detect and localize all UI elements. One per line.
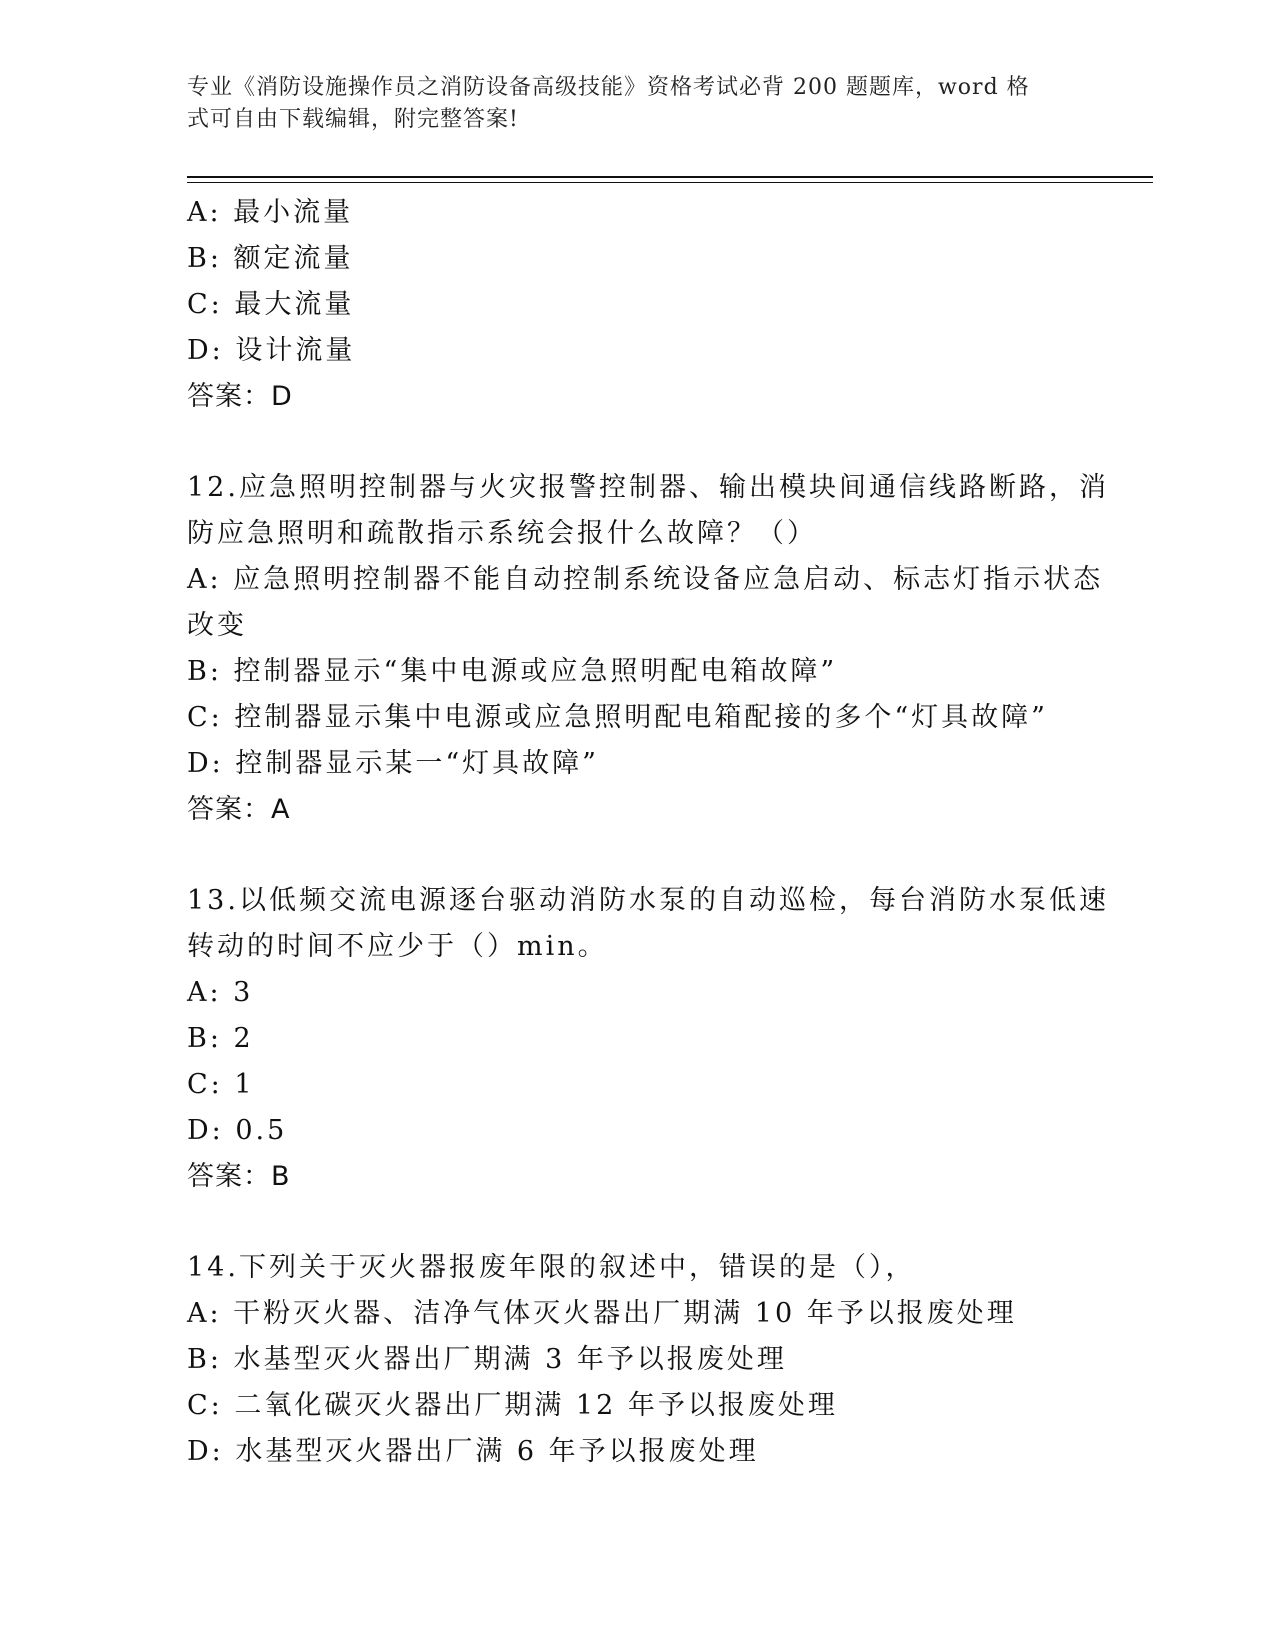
question-gap xyxy=(187,420,1087,465)
q12-stem-line-2: 防应急照明和疏散指示系统会报什么故障？（） xyxy=(187,518,817,549)
q13-answer: 答案：B xyxy=(187,1161,291,1192)
question-13 xyxy=(187,878,1109,1200)
q12-option-b: B: 控制器显示“集中电源或应急照明配电箱故障” xyxy=(187,656,838,687)
header-line-2: 式可自由下载编辑，附完整答案! xyxy=(187,107,519,132)
q12-option-d: D: 控制器显示某一“灯具故障” xyxy=(187,748,599,779)
q11-answer: 答案：D xyxy=(187,381,293,412)
q12-option-c: C: 控制器显示集中电源或应急照明配电箱配接的多个“灯具故障” xyxy=(187,702,1048,733)
q13-option-d: D: 0.5 xyxy=(187,1115,288,1146)
question-11 xyxy=(187,190,1087,420)
q13-option-c: C: 1 xyxy=(187,1069,255,1100)
header-line-1: 专业《消防设施操作员之消防设备高级技能》资格考试必背 200 题题库，word 格 xyxy=(187,75,1030,100)
q14-option-d: D: 水基型灭火器出厂满 6 年予以报废处理 xyxy=(187,1436,759,1467)
q11-option-d: D: 设计流量 xyxy=(187,335,356,366)
q12-stem-line-1: 12.应急照明控制器与火灾报警控制器、输出模块间通信线路断路，消 xyxy=(187,472,1109,503)
q13-option-b: B: 2 xyxy=(187,1023,254,1054)
question-12 xyxy=(187,465,1109,833)
q13-option-a: A: 3 xyxy=(187,977,254,1008)
q14-option-a: A: 干粉灭火器、洁净气体灭火器出厂期满 10 年予以报废处理 xyxy=(187,1298,1017,1329)
q14-option-b: B: 水基型灭火器出厂期满 3 年予以报废处理 xyxy=(187,1344,787,1375)
q11-option-a: A: 最小流量 xyxy=(187,197,354,228)
q14-option-c: C: 二氧化碳灭火器出厂期满 12 年予以报废处理 xyxy=(187,1390,838,1421)
q13-stem-line-1: 13.以低频交流电源逐台驱动消防水泵的自动巡检，每台消防水泵低速 xyxy=(187,885,1109,916)
q12-option-a-line-1: A: 应急照明控制器不能自动控制系统设备应急启动、标志灯指示状态 xyxy=(187,564,1104,595)
question-14 xyxy=(187,1245,1087,1475)
document-header xyxy=(187,72,1067,136)
q12-option-a-line-2: 改变 xyxy=(187,610,247,641)
header-rule-thick xyxy=(187,176,1153,178)
q11-option-b: B: 额定流量 xyxy=(187,243,354,274)
q12-answer: 答案：A xyxy=(187,794,291,825)
header-rule-thin xyxy=(187,182,1153,183)
question-gap xyxy=(187,1200,1087,1245)
q13-stem-line-2: 转动的时间不应少于（）min。 xyxy=(187,931,608,962)
q14-stem: 14.下列关于灭火器报废年限的叙述中，错误的是（）， xyxy=(187,1252,916,1283)
question-list xyxy=(187,190,1109,1475)
question-gap xyxy=(187,833,1087,878)
q11-option-c: C: 最大流量 xyxy=(187,289,355,320)
